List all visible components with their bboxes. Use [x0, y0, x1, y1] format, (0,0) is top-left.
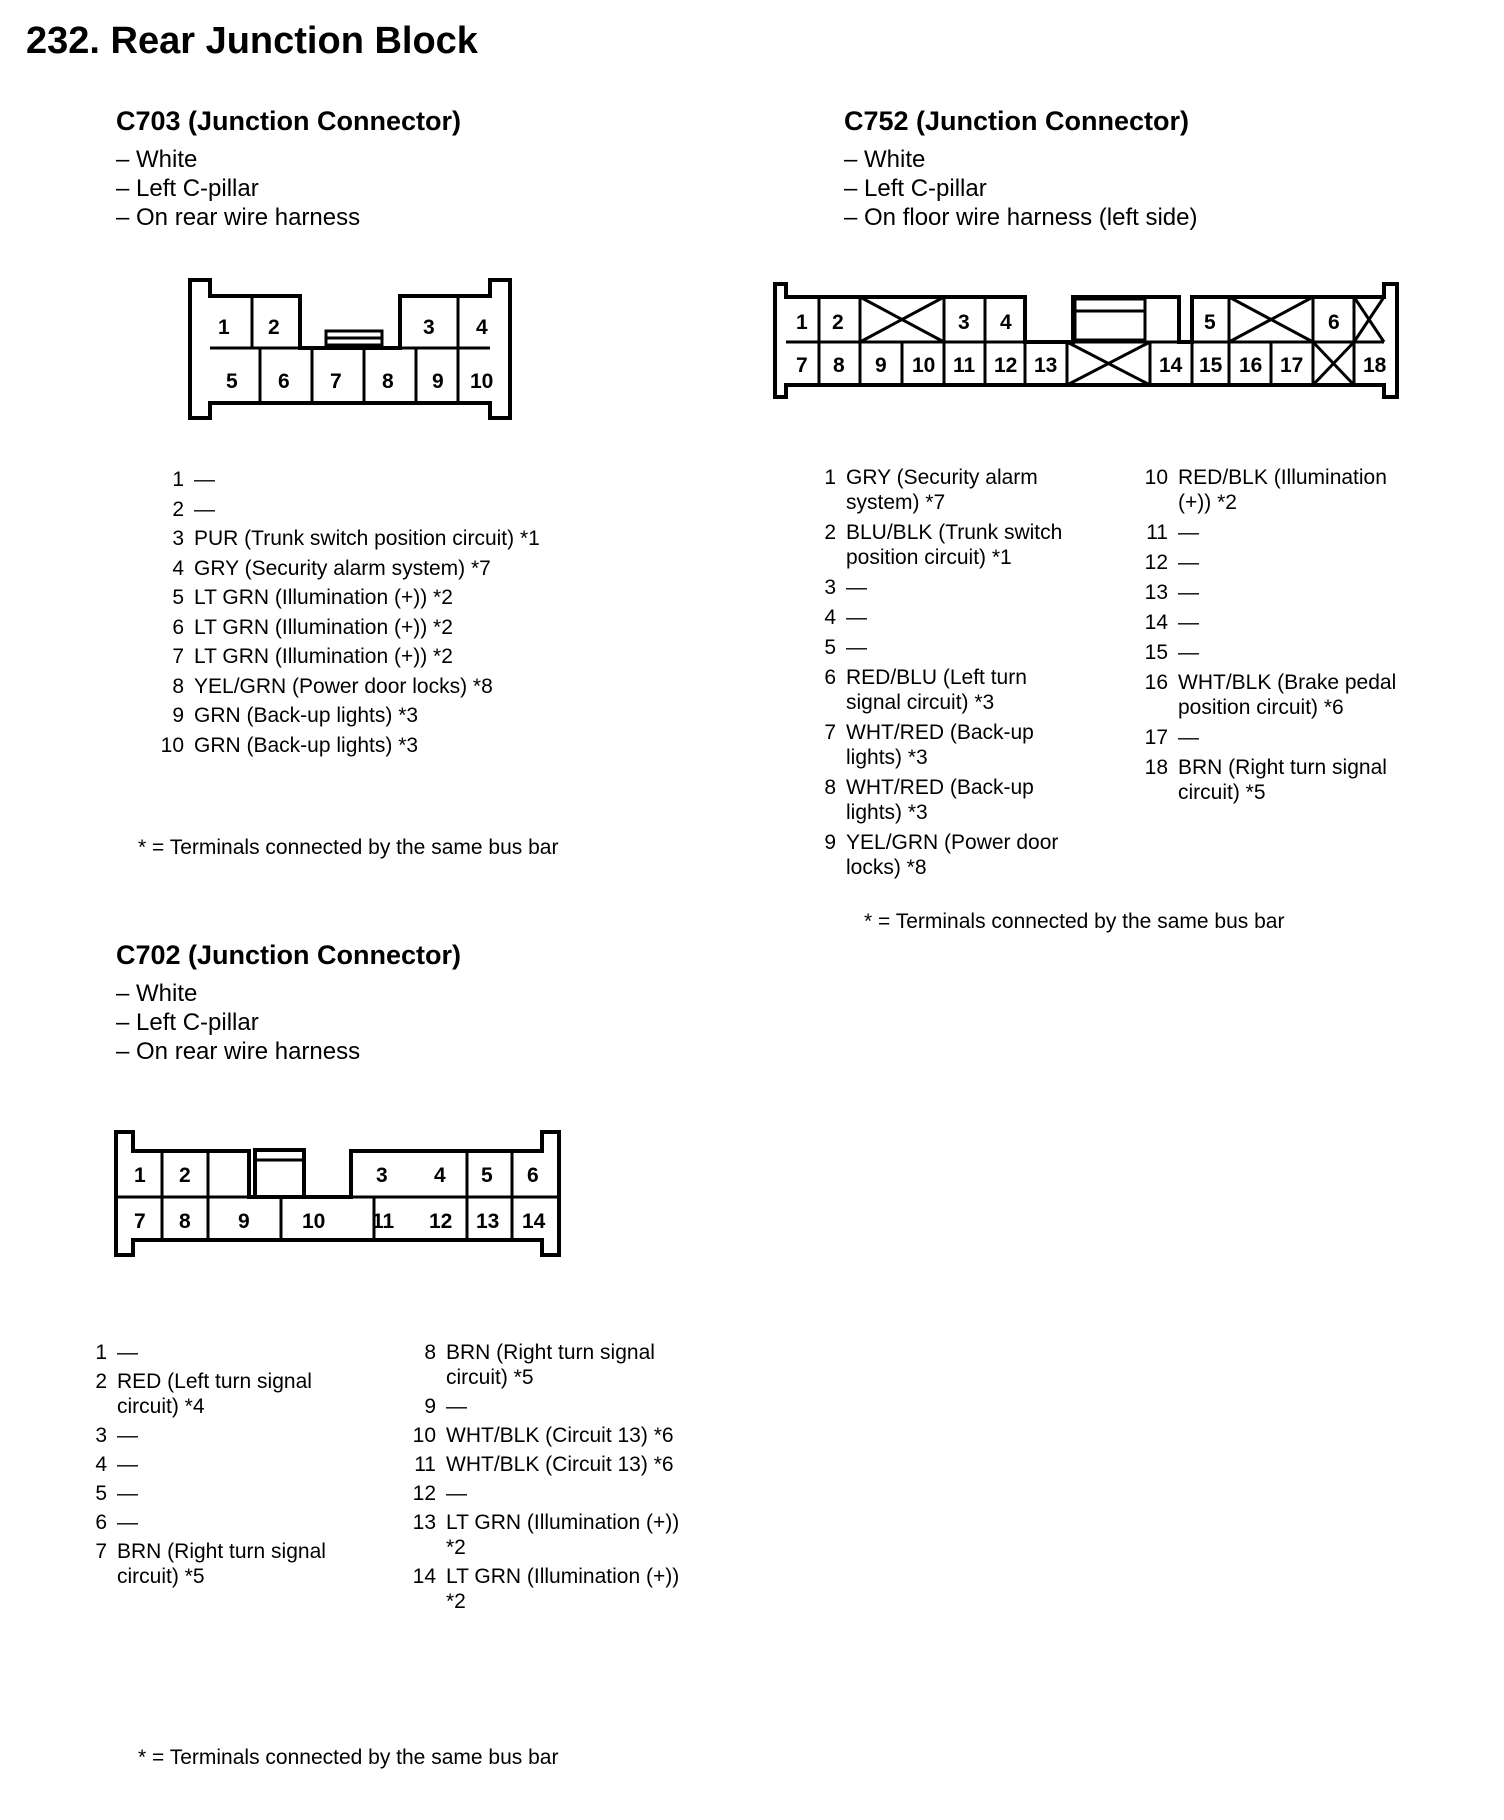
c703-pin-list	[160, 465, 580, 760]
pin-number: 3	[172, 527, 184, 550]
pin-description: WHT/BLK (Brake pedal position circuit) *6	[1178, 671, 1397, 719]
pin-number: 17	[1144, 726, 1168, 749]
c703-cell: 2	[268, 316, 280, 339]
c702-cell: 6	[527, 1164, 539, 1187]
c752-footnote: * = Terminals connected by the same bus bar	[864, 910, 1285, 933]
c752-pin	[1138, 640, 1410, 665]
c702-pin	[410, 1564, 710, 1614]
pin-number: 8	[824, 776, 836, 799]
pin-number: 15	[1144, 641, 1168, 664]
c702-cell: 8	[179, 1210, 191, 1233]
pin-description: RED/BLK (Illumination (+)) *2	[1178, 466, 1387, 514]
c702-info	[116, 979, 360, 1066]
c702-pin	[410, 1394, 710, 1419]
pin-description: BRN (Right turn signal circuit) *5	[117, 1540, 326, 1588]
c703-footnote: * = Terminals connected by the same bus bar	[138, 836, 559, 859]
c752-pin	[1138, 520, 1410, 545]
pin-number: 14	[412, 1565, 436, 1588]
c752-pin	[812, 605, 1067, 630]
c752-cell: 10	[912, 354, 936, 377]
c752-pin	[812, 635, 1067, 660]
c703-cell: 3	[423, 316, 435, 339]
page-title: 232. Rear Junction Block	[26, 20, 478, 62]
pin-description: YEL/GRN (Power door locks) *8	[194, 674, 493, 698]
c702-pin	[410, 1423, 710, 1448]
c703-cell: 1	[218, 316, 230, 339]
c752-title: C752 (Junction Connector)	[844, 106, 1190, 136]
c703-cell: 9	[432, 370, 444, 393]
pin-number: 4	[95, 1453, 107, 1476]
c702-cell: 13	[476, 1210, 500, 1233]
c702-title: C702 (Junction Connector)	[116, 940, 462, 970]
c752-pin	[1138, 550, 1410, 575]
pin-description: WHT/BLK (Circuit 13) *6	[446, 1424, 674, 1447]
pin-number: 11	[1146, 521, 1168, 544]
c752-connector-diagram	[772, 282, 1402, 402]
pin-number: 3	[824, 576, 836, 599]
c752-cell: 7	[796, 354, 808, 377]
pin-description: —	[846, 576, 867, 599]
pin-description: LT GRN (Illumination (+)) *2	[446, 1511, 680, 1559]
c703-cell: 5	[226, 370, 238, 393]
pin-description: —	[1178, 611, 1199, 634]
c702-cell: 14	[522, 1210, 546, 1233]
c752-pin	[812, 830, 1067, 880]
c703-pin	[160, 495, 580, 525]
c702-connector-diagram	[114, 1130, 564, 1260]
pin-description: —	[1178, 581, 1199, 604]
pin-description: LT GRN (Illumination (+)) *2	[194, 615, 453, 639]
c702-cell: 3	[376, 1164, 388, 1187]
pin-number: 16	[1144, 671, 1168, 694]
pin-number: 9	[172, 704, 184, 727]
pin-number: 5	[172, 586, 184, 609]
pin-number: 3	[95, 1424, 107, 1447]
c702-pin	[85, 1340, 355, 1365]
c752-pin-list-left	[812, 465, 1067, 885]
c703-cell: 8	[382, 370, 394, 393]
pin-number: 9	[824, 831, 836, 854]
pin-description: PUR (Trunk switch position circuit) *1	[194, 527, 540, 550]
c752-cell: 14	[1159, 354, 1183, 377]
c752-cell: 3	[958, 311, 970, 334]
pin-description: YEL/GRN (Power door locks) *8	[846, 831, 1059, 879]
pin-number: 2	[95, 1370, 107, 1393]
c752-pin	[812, 465, 1067, 515]
c702-color: – White	[116, 980, 198, 1007]
c702-cell: 11	[372, 1210, 395, 1233]
c702-pin	[410, 1340, 710, 1390]
c703-cell: 6	[278, 370, 290, 393]
c703-pin	[160, 672, 580, 702]
c703-title: C703 (Junction Connector)	[116, 106, 462, 136]
c752-harness: – On floor wire harness (left side)	[844, 204, 1198, 231]
c702-location: – Left C-pillar	[116, 1009, 259, 1036]
pin-description: —	[117, 1424, 138, 1447]
pin-number: 10	[412, 1424, 436, 1447]
c752-pin	[1138, 725, 1410, 750]
c702-cell: 10	[302, 1210, 326, 1233]
pin-number: 8	[424, 1341, 436, 1364]
pin-number: 10	[1144, 466, 1168, 489]
pin-description: WHT/BLK (Circuit 13) *6	[446, 1453, 674, 1476]
pin-description: LT GRN (Illumination (+)) *2	[446, 1565, 680, 1613]
c752-pin	[812, 520, 1067, 570]
c703-pin	[160, 524, 580, 554]
pin-number: 7	[824, 721, 836, 744]
pin-number: 12	[412, 1482, 436, 1505]
c703-pin	[160, 642, 580, 672]
pin-description: —	[194, 497, 215, 521]
pin-number: 14	[1144, 611, 1168, 634]
pin-description: BRN (Right turn signal circuit) *5	[446, 1341, 655, 1389]
pin-number: 13	[412, 1511, 436, 1534]
c752-cell: 6	[1328, 311, 1340, 334]
pin-description: —	[446, 1395, 467, 1418]
pin-number: 5	[824, 636, 836, 659]
c702-cell: 9	[238, 1210, 250, 1233]
c702-pin	[410, 1510, 710, 1560]
c702-pin	[410, 1452, 710, 1477]
c703-connector-diagram	[190, 278, 515, 423]
pin-description: —	[117, 1341, 138, 1364]
pin-number: 8	[172, 674, 184, 698]
c752-pin	[1138, 465, 1410, 515]
pin-number: 10	[160, 733, 184, 757]
c703-color: – White	[116, 146, 198, 173]
c752-cell: 11	[953, 354, 976, 377]
pin-description: —	[1178, 726, 1199, 749]
c752-pin	[812, 775, 1067, 825]
pin-number: 13	[1144, 581, 1168, 604]
c702-pin	[85, 1481, 355, 1506]
c702-footnote: * = Terminals connected by the same bus bar	[138, 1746, 559, 1769]
c702-pin	[410, 1481, 710, 1506]
c703-pin	[160, 583, 580, 613]
c752-cell: 4	[1000, 311, 1012, 334]
c752-pin	[812, 665, 1067, 715]
pin-description: —	[1178, 641, 1199, 664]
pin-description: —	[846, 636, 867, 659]
pin-number: 6	[172, 615, 184, 639]
pin-description: GRN (Back-up lights) *3	[194, 704, 419, 727]
c752-pin-list-right	[1138, 465, 1410, 810]
pin-number: 6	[95, 1511, 107, 1534]
c703-pin	[160, 731, 580, 761]
c752-pin	[1138, 580, 1410, 605]
pin-description: GRY (Security alarm system) *7	[194, 556, 491, 580]
c702-cell: 7	[134, 1210, 146, 1233]
c703-harness: – On rear wire harness	[116, 204, 361, 231]
c702-pin-list-left	[85, 1340, 355, 1593]
pin-description: —	[846, 606, 867, 629]
c702-cell: 12	[429, 1210, 453, 1233]
c752-color: – White	[844, 146, 926, 173]
pin-number: 9	[424, 1395, 436, 1418]
c752-cell: 13	[1034, 354, 1058, 377]
pin-number: 7	[172, 645, 184, 668]
c703-info	[116, 145, 360, 232]
c752-cell: 15	[1199, 354, 1223, 377]
pin-description: —	[194, 468, 215, 491]
pin-number: 2	[172, 497, 184, 521]
pin-number: 6	[824, 666, 836, 689]
pin-description: —	[1178, 551, 1199, 574]
c752-location: – Left C-pillar	[844, 175, 987, 202]
c703-location: – Left C-pillar	[116, 175, 259, 202]
c752-pin	[812, 575, 1067, 600]
c702-pin	[85, 1369, 355, 1419]
c702-cell: 2	[179, 1164, 191, 1187]
pin-number: 1	[95, 1341, 107, 1364]
c752-cell: 16	[1239, 354, 1263, 377]
c702-cell: 5	[481, 1164, 493, 1187]
c702-pin	[85, 1423, 355, 1448]
c702-pin	[85, 1510, 355, 1535]
c702-cell: 4	[434, 1164, 446, 1187]
c752-cell: 5	[1204, 311, 1216, 334]
c752-cell: 18	[1363, 354, 1387, 377]
c752-pin	[1138, 755, 1410, 805]
pin-description: —	[117, 1482, 138, 1505]
c703-pin	[160, 613, 580, 643]
c702-pin-list-right	[410, 1340, 710, 1618]
pin-description: LT GRN (Illumination (+)) *2	[194, 586, 453, 609]
pin-description: —	[446, 1482, 467, 1505]
pin-description: BRN (Right turn signal circuit) *5	[1178, 756, 1387, 804]
pin-number: 4	[824, 606, 836, 629]
c752-cell: 17	[1280, 354, 1304, 377]
c703-cell: 4	[476, 316, 488, 339]
pin-number: 18	[1144, 756, 1168, 779]
pin-number: 2	[824, 521, 836, 544]
c752-pin	[812, 720, 1067, 770]
c752-pin	[1138, 610, 1410, 635]
pin-description: —	[1178, 521, 1199, 544]
c752-cell: 8	[833, 354, 845, 377]
pin-description: WHT/RED (Back-up lights) *3	[846, 776, 1034, 824]
c703-pin	[160, 554, 580, 584]
pin-number: 7	[95, 1540, 107, 1563]
c702-cell: 1	[134, 1164, 146, 1187]
c703-pin	[160, 465, 580, 495]
c752-cell: 9	[875, 354, 887, 377]
c702-pin	[85, 1539, 355, 1589]
c702-harness: – On rear wire harness	[116, 1038, 361, 1065]
c702-pin	[85, 1452, 355, 1477]
pin-number: 1	[824, 466, 836, 489]
c752-cell: 12	[994, 354, 1018, 377]
pin-number: 4	[172, 556, 184, 580]
c752-cell: 2	[832, 311, 844, 334]
pin-number: 11	[414, 1453, 436, 1476]
pin-number: 1	[172, 468, 184, 491]
c752-pin	[1138, 670, 1410, 720]
c752-info	[844, 145, 1197, 232]
pin-description: BLU/BLK (Trunk switch position circuit) *1	[846, 521, 1063, 569]
pin-number: 12	[1144, 551, 1168, 574]
c703-pin	[160, 701, 580, 731]
pin-description: GRY (Security alarm system) *7	[846, 466, 1038, 514]
pin-description: RED/BLU (Left turn signal circuit) *3	[846, 666, 1027, 714]
pin-description: —	[117, 1511, 138, 1534]
pin-description: LT GRN (Illumination (+)) *2	[194, 645, 453, 668]
pin-number: 5	[95, 1482, 107, 1505]
c703-cell: 7	[330, 370, 342, 393]
c703-cell: 10	[470, 370, 494, 393]
pin-description: RED (Left turn signal circuit) *4	[117, 1370, 312, 1418]
pin-description: —	[117, 1453, 138, 1476]
c752-cell: 1	[796, 311, 808, 334]
pin-description: GRN (Back-up lights) *3	[194, 733, 419, 757]
pin-description: WHT/RED (Back-up lights) *3	[846, 721, 1034, 769]
